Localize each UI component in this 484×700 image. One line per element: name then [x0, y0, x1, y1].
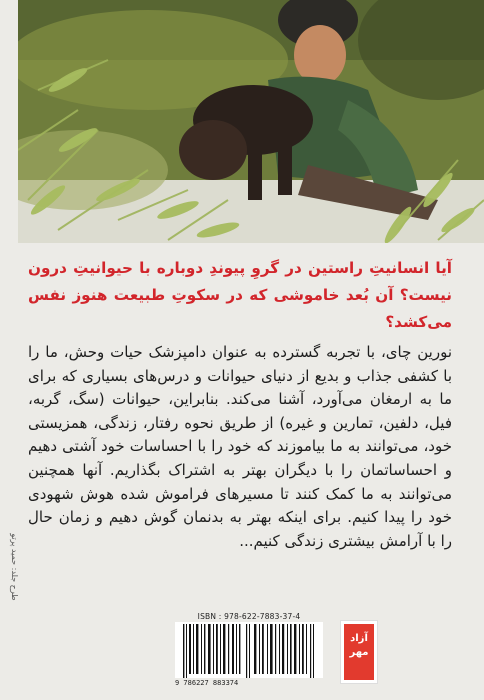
- cover-description: نورین چای، با تجربه گسترده به عنوان دامپزشک حیات وحش، ما را با کشفی جذاب و بدیع از دنیای حیوانات و درس‌های بسیاری که برای ما به ارمغان می‌آورد، آشنا می‌کند. بنابراین، حیوانات (سگ، گربه، فیل، دلفین، تمارین و غیره) از طریق نحوه رفتار، زندگی، همزیستی خود، می‌توانند به ما بیاموزند که خود را با احساسات خود آشتی دهیم و احساساتمان را با دیگران بهتر به اشتراک بگذاریم. آنها همچنین می‌توانند به ما کمک کنند تا مسیرهای فراموش شده هوش شهودی خود را پیدا کنیم. برای اینکه بهتر به بدنمان گوش دهیم و زمان حال را با آرامش بیشتری زندگی کنیم...: [28, 343, 452, 550]
- barcode-bars: [175, 622, 323, 678]
- barcode: [175, 611, 323, 689]
- cover-photo: [18, 0, 484, 243]
- isbn-label: ISBN : 978-622-7883-37-4: [197, 612, 301, 621]
- publisher-logo: [340, 620, 378, 684]
- cover-question: آیا انسانیتِ راستین در گروِ پیوندِ دوباره با حیوانیتِ درون نیست؟ آن بُعد خاموشی که در سکوتِ طبیعت هنوز نفس می‌کشد؟: [28, 259, 452, 331]
- barcode-digits: 9 786227 883374: [175, 679, 239, 687]
- publisher-logo-line1: آزاد: [350, 633, 368, 644]
- publisher-logo-line2: مهر: [349, 647, 369, 658]
- cover-design-credit: طرح جلد: حمید پرتو: [10, 533, 19, 601]
